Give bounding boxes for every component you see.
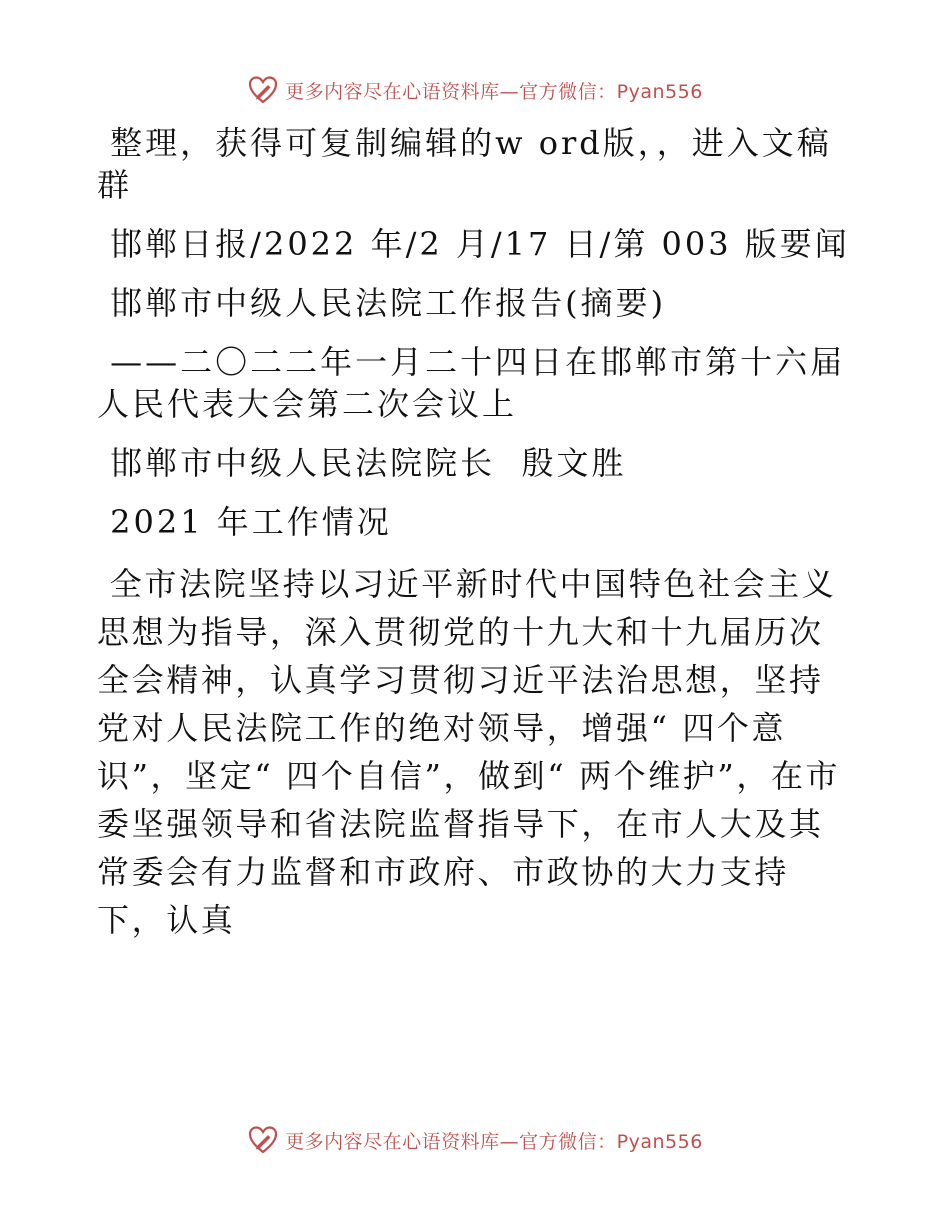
watermark-text: 更多内容尽在心语资料库—官方微信：Pyan556 <box>285 80 703 103</box>
heart-pen-logo-icon <box>247 1124 279 1156</box>
report-author: 邯郸市中级人民法院院长 殷文胜 <box>97 444 627 482</box>
report-subtitle: ——二〇二二年一月二十四日在邯郸市第十六届人民代表大会第二次会议上 <box>97 343 846 423</box>
paragraph-intro: 整理，获得可复制编辑的w ord版，，进入文稿群 <box>97 124 832 204</box>
paragraph-body: 全市法院坚持以习近平新时代中国特色社会主义思想为指导，深入贯彻党的十九大和十九届历次全会精神，认真学习贯彻习近平法治思想，坚持党对人民法院工作的绝对领导，增强“ 四个意识”，坚定“ 四个自信”，做到“ 两个维护”，在市委坚强领导和省法院监督指导下，在市人大及其常委会有力监督和市政府、市政协的大力支持下，认真 <box>97 565 841 939</box>
watermark-text: 更多内容尽在心语资料库—官方微信：Pyan556 <box>285 1130 703 1153</box>
paragraph-source: 邯郸日报/2022 年/2 月/17 日/第 003 版要闻 <box>97 225 850 263</box>
report-title: 邯郸市中级人民法院工作报告(摘要) <box>97 284 667 322</box>
footer-watermark <box>0 1120 950 1160</box>
section-heading: 2021 年工作情况 <box>97 503 392 541</box>
document-body <box>97 122 857 961</box>
heart-pen-logo-icon <box>247 74 279 106</box>
header-watermark <box>0 70 950 110</box>
